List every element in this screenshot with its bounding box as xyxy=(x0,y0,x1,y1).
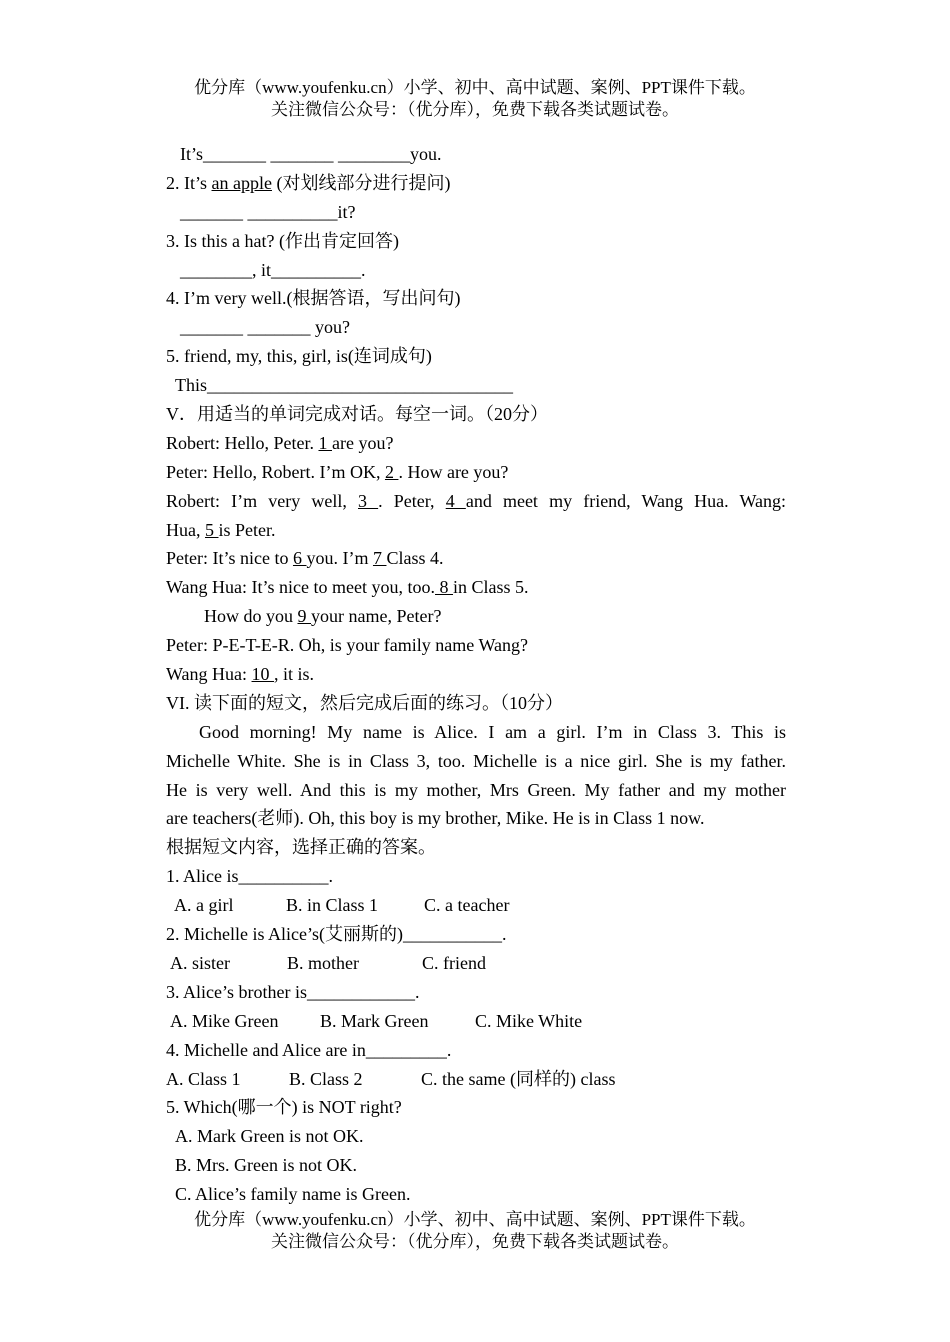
reading-q3-options xyxy=(166,1007,786,1036)
q4-question: 4. I’m very well.(根据答语，写出问句) xyxy=(166,288,461,309)
q2-underlined: an apple xyxy=(211,172,272,193)
blank-9: 9 xyxy=(297,606,311,627)
option-b: B. Mrs. Green is not OK. xyxy=(175,1155,357,1176)
dialogue-text: How do you xyxy=(204,606,298,627)
reading-q3: 3. Alice’s brother is____________. xyxy=(166,981,420,1002)
option-c: C. Mike White xyxy=(475,1010,583,1031)
q4-answer-line: _______ _______ you? xyxy=(180,317,350,338)
page-header xyxy=(0,77,950,121)
dialogue-text: Wang Hua: It’s nice to meet you, too. xyxy=(166,577,435,598)
dialogue-text: , it is. xyxy=(274,664,315,685)
blank-6: 6 xyxy=(292,548,307,569)
option-a: A. sister xyxy=(170,952,230,973)
q2-answer-line: _______ __________it? xyxy=(180,201,356,222)
blank-10: 10 xyxy=(251,664,275,685)
blank-3: 3 xyxy=(358,490,379,511)
q2-question xyxy=(166,169,786,198)
reading-q4-options xyxy=(166,1065,786,1094)
q2-text: 2. It’s xyxy=(166,172,212,193)
blank-4: 4 xyxy=(445,490,466,511)
option-a: A. Class 1 xyxy=(166,1068,241,1089)
dialogue-text: are you? xyxy=(331,432,394,453)
option-b: B. Mark Green xyxy=(320,1010,429,1031)
option-b: B. Class 2 xyxy=(289,1068,363,1089)
q5-answer-line: This__________________________________ xyxy=(175,375,514,396)
dialogue-line xyxy=(166,487,786,516)
blank-2: 2 xyxy=(384,461,399,482)
blank-7: 7 xyxy=(372,548,387,569)
q3-question: 3. Is this a hat? (作出肯定回答) xyxy=(166,230,399,251)
dialogue-text: your name, Peter? xyxy=(311,606,442,627)
footer-line-1: 优分库（www.youfenku.cn）小学、初中、高中试题、案例、PPT课件下载。 xyxy=(194,1210,756,1229)
dialogue-text: you. I’m xyxy=(306,548,373,569)
dialogue-text: Peter: It’s nice to xyxy=(166,548,293,569)
option-b: B. in Class 1 xyxy=(286,895,379,916)
footer-line-2: 关注微信公众号：（优分库），免费下载各类试题试卷。 xyxy=(271,1232,679,1251)
dialogue-text: is Peter. xyxy=(218,519,276,540)
dialogue-text: Wang Hua: xyxy=(166,664,252,685)
dialogue-line xyxy=(166,429,786,458)
passage-line: are teachers(老师). Oh, this boy is my brother, Mike. He is in Class 1 now. xyxy=(166,808,705,829)
dialogue-text: . How are you? xyxy=(398,461,509,482)
dialogue-line xyxy=(166,573,786,602)
q2-instruction: (对划线部分进行提问) xyxy=(271,172,451,193)
q1-answer-line: It’s_______ _______ ________you. xyxy=(180,144,442,164)
dialogue-line xyxy=(166,602,786,631)
reading-q2-options xyxy=(166,949,786,978)
option-c: C. friend xyxy=(422,952,486,973)
option-a: A. Mark Green is not OK. xyxy=(175,1126,364,1147)
option-a: A. Mike Green xyxy=(170,1010,279,1031)
section-vi-title: VI. 读下面的短文，然后完成后面的练习。（10分） xyxy=(166,692,563,713)
reading-q1: 1. Alice is__________. xyxy=(166,866,333,887)
q3-answer-line: ________, it__________. xyxy=(180,259,366,280)
page-footer xyxy=(0,1209,950,1253)
reading-q1-options xyxy=(166,891,786,920)
dialogue-text: Class 4. xyxy=(386,548,444,569)
option-a: A. a girl xyxy=(174,895,234,916)
reading-q2: 2. Michelle is Alice’s(艾丽斯的)___________. xyxy=(166,924,507,945)
header-line-1: 优分库（www.youfenku.cn）小学、初中、高中试题、案例、PPT课件下载。 xyxy=(194,78,756,97)
blank-8: 8 xyxy=(435,577,453,598)
reading-q4: 4. Michelle and Alice are in_________. xyxy=(166,1039,452,1060)
option-b: B. mother xyxy=(287,952,359,973)
dialogue-text: Peter: Hello, Robert. I’m OK, xyxy=(166,461,385,482)
blank-5: 5 xyxy=(205,519,219,540)
document-body xyxy=(166,140,786,1209)
dialogue-text: . Peter, xyxy=(378,490,446,511)
dialogue-text: Hua, xyxy=(166,519,205,540)
header-line-2: 关注微信公众号：（优分库），免费下载各类试题试卷。 xyxy=(271,100,679,119)
section-v-title: V．用适当的单词完成对话。每空一词。（20分） xyxy=(166,404,548,425)
dialogue-text: Robert: Hello, Peter. xyxy=(166,432,319,453)
dialogue-line xyxy=(166,516,786,545)
dialogue-line xyxy=(166,660,786,689)
instruction: 根据短文内容，选择正确的答案。 xyxy=(166,837,436,858)
dialogue-text: and meet my friend, Wang Hua. Wang: xyxy=(465,490,787,511)
blank-1: 1 xyxy=(318,432,332,453)
dialogue-text: Robert: I’m very well, xyxy=(166,490,358,511)
dialogue-line xyxy=(166,544,786,573)
passage-line: Good morning! My name is Alice. I am a girl. I’m in Class 3. This is xyxy=(199,721,786,742)
passage-line: He is very well. And this is my mother, Mrs Green. My father and my mother xyxy=(166,779,786,800)
reading-q5: 5. Which(哪一个) is NOT right? xyxy=(166,1097,402,1118)
dialogue-text: in Class 5. xyxy=(453,577,529,598)
q5-question: 5. friend, my, this, girl, is(连词成句) xyxy=(166,346,432,367)
dialogue-line: Peter: P-E-T-E-R. Oh, is your family name Wang? xyxy=(166,635,528,656)
dialogue-line xyxy=(166,458,786,487)
passage-line: Michelle White. She is in Class 3, too. Michelle is a nice girl. She is my father. xyxy=(166,750,786,771)
option-c: C. the same (同样的) class xyxy=(421,1068,616,1089)
option-c: C. a teacher xyxy=(424,895,510,916)
option-c: C. Alice’s family name is Green. xyxy=(175,1184,411,1205)
